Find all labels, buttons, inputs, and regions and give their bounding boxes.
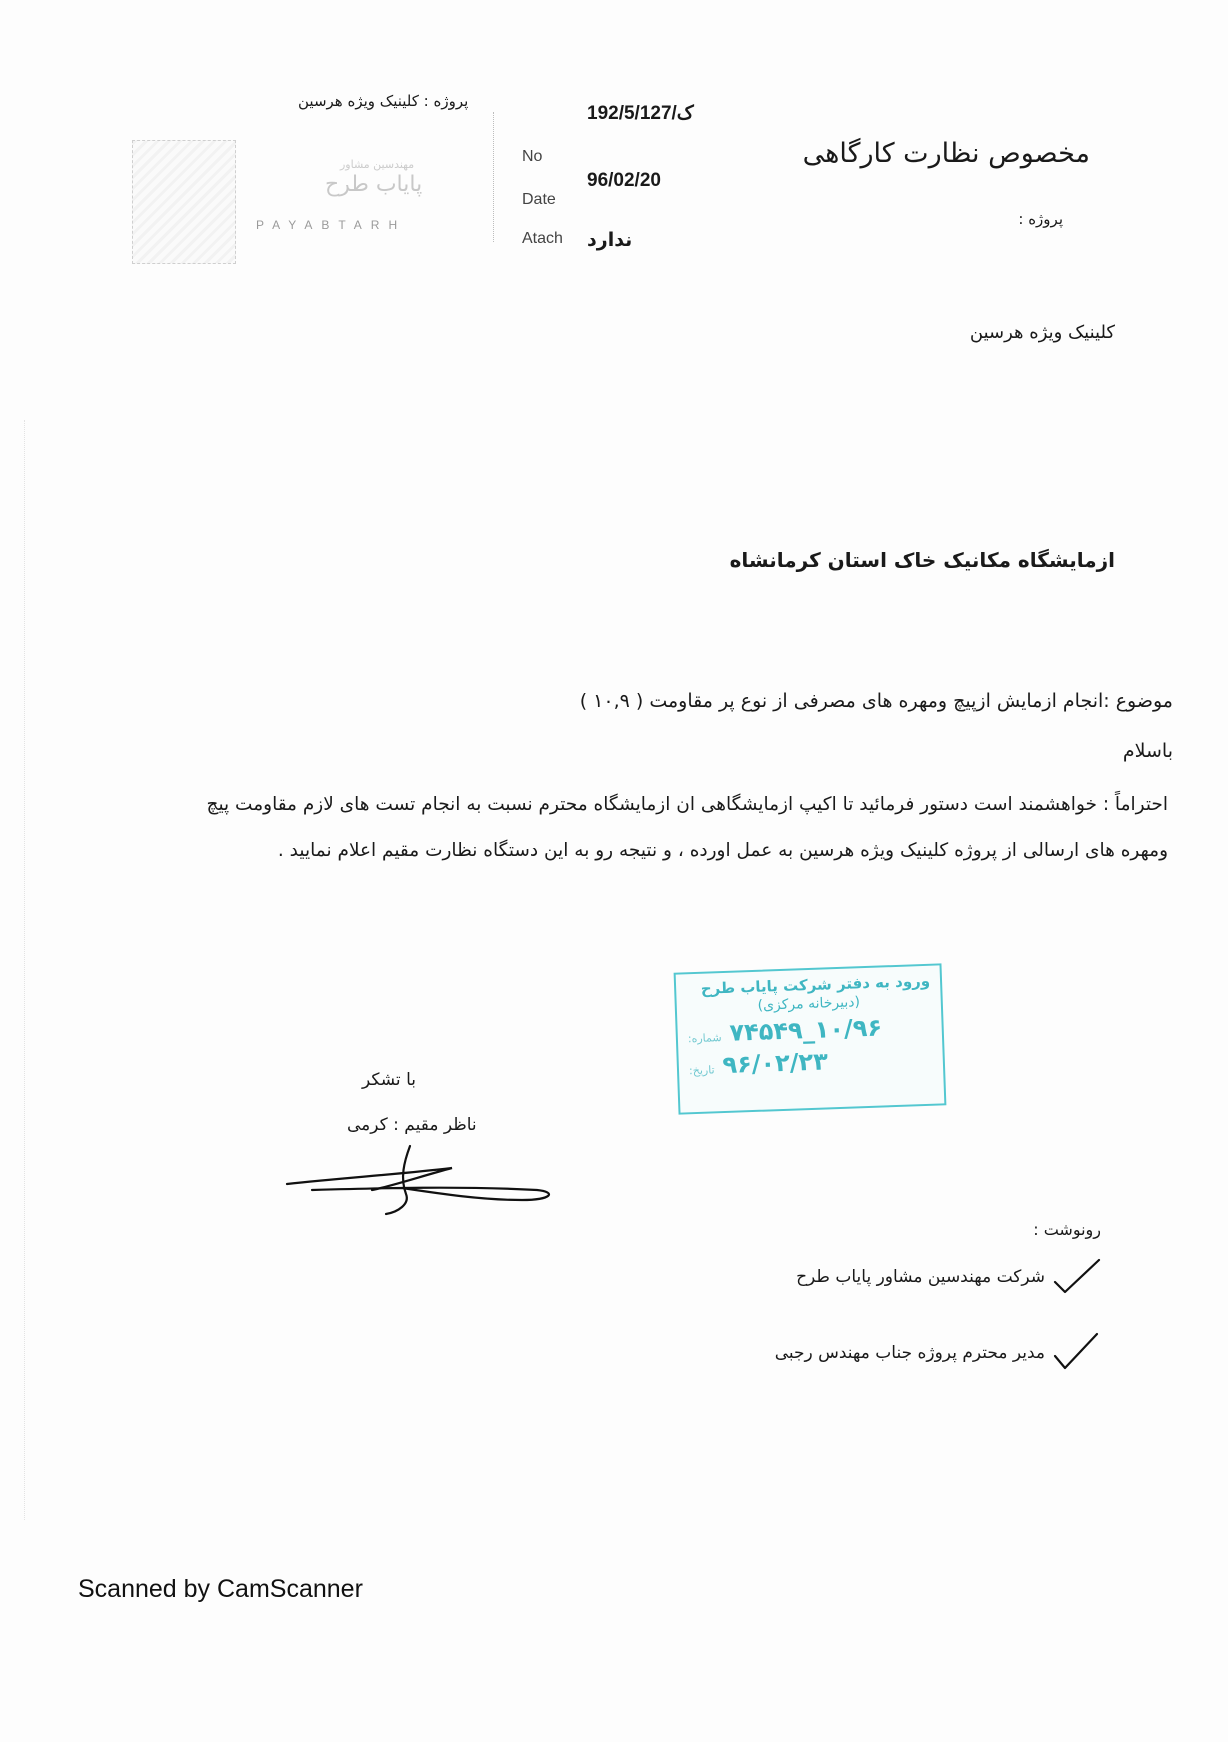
checkmark-icon xyxy=(1051,1330,1103,1376)
letter-body: احتراماً : خواهشمند است دستور فرمائید تا اکیپ ازمایشگاهی ان ازمایشگاه محترم نسبت به انجام تست های لازم مقاومت پیچ ومهره های ارسالی از پروژه کلینیک ویژه هرسین به عمل اورده ، و نتیجه رو به این دستگاه نظارت مقیم اعلام نمایید . xyxy=(206,794,1168,861)
copy-recipient: مدیر محترم پروژه جناب مهندس رجبی xyxy=(774,1343,1045,1363)
attach-value: ندارد xyxy=(587,229,633,251)
logo-mark: پایاب طرح xyxy=(325,172,423,197)
stamp-date-row xyxy=(688,1044,933,1080)
stamp-subtitle: (دبیرخانه مرکزی) xyxy=(757,994,861,1014)
letter-number: 192/5/ک/127 xyxy=(587,103,694,124)
stamp-title: ورود به دفتر شرکت پایاب طرح xyxy=(700,971,931,998)
subject-line: موضوع :انجام ازمایش ازپیچ ومهره های مصرفی از نوع پر مقاومت ( ۱۰,۹ ) xyxy=(579,690,1173,712)
closing-thanks: با تشکر xyxy=(362,1070,416,1090)
scan-edge xyxy=(24,420,25,1520)
project-label: پروژه : xyxy=(1018,210,1063,228)
stamp-number-label: شماره: xyxy=(687,1031,722,1046)
header-divider xyxy=(493,112,494,242)
salutation: باسلام xyxy=(1122,740,1173,762)
copy-item xyxy=(775,1330,1103,1376)
checkmark-icon xyxy=(1051,1254,1103,1300)
date-label: Date xyxy=(522,191,556,208)
letter-date: 96/02/20 xyxy=(587,170,661,191)
logo-caption: مهندسین مشاور xyxy=(340,158,415,171)
project-name-header: پروژه : کلینیک ویژه هرسین xyxy=(298,92,469,110)
recipient-line: کلینیک ویژه هرسین xyxy=(969,322,1115,343)
stamp-number-row xyxy=(687,1012,932,1048)
copies-label: رونوشت : xyxy=(1033,1220,1101,1239)
logo-latin-text: PAYABTARH xyxy=(256,218,407,232)
signature xyxy=(282,1138,562,1218)
supervisor-name: ناظر مقیم : کرمی xyxy=(347,1115,477,1135)
company-logo xyxy=(132,140,236,264)
attach-label: Atach xyxy=(522,230,563,247)
letterhead-title: مخصوص نظارت کارگاهی xyxy=(802,138,1090,169)
receipt-stamp xyxy=(674,963,947,1114)
stamp-date-value: ۹۶/۰۲/۲۳ xyxy=(721,1047,829,1080)
addressee: ازمایشگاه مکانیک خاک استان کرمانشاه xyxy=(729,548,1115,572)
scanner-watermark: Scanned by CamScanner xyxy=(78,1575,363,1603)
no-label: No xyxy=(522,148,543,165)
stamp-number-value: ۱۰/۹۶_۷۴۵۴۹ xyxy=(728,1013,883,1047)
copy-recipient: شرکت مهندسین مشاور پایاب طرح xyxy=(796,1267,1045,1287)
stamp-date-label: تاریخ: xyxy=(688,1063,715,1078)
copy-item xyxy=(796,1254,1103,1300)
